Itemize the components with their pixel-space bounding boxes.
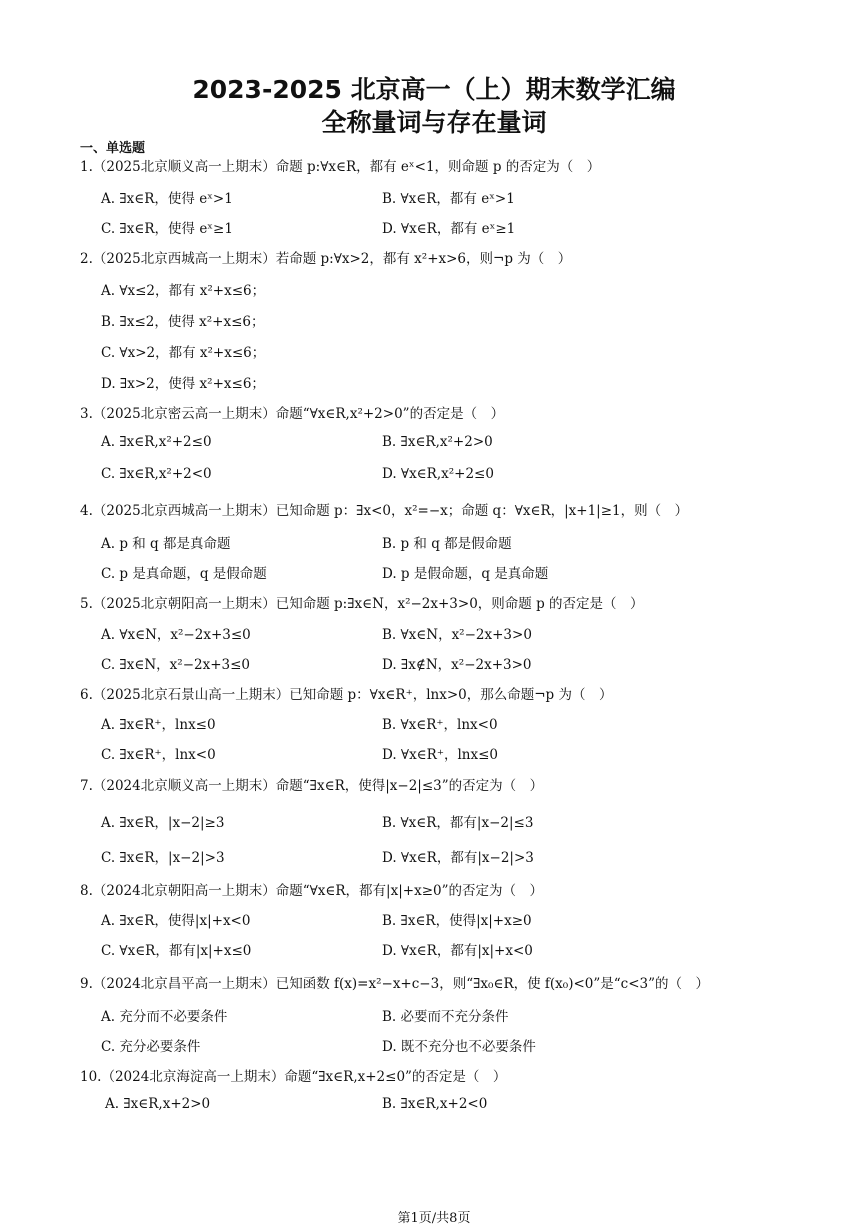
q6-option-b: B. ∀x∈R⁺，lnx<0 xyxy=(382,717,498,733)
page-number: 第1页/共8页 xyxy=(397,1211,471,1226)
question-8: 8.（2024北京朝阳高一上期末）命题“∀x∈R，都有|x|+x≥0”的否定为（ ） xyxy=(80,883,543,899)
q3-option-a: A. ∃x∈R,x²+2≤0 xyxy=(101,434,212,450)
q1-option-d: D. ∀x∈R，都有 eˣ≥1 xyxy=(382,221,516,237)
q9-option-a: A. 充分而不必要条件 xyxy=(101,1009,228,1025)
q4-option-a: A. p 和 q 都是真命题 xyxy=(101,536,231,552)
q3-option-c: C. ∃x∈R,x²+2<0 xyxy=(101,466,212,482)
q1-option-b: B. ∀x∈R，都有 eˣ>1 xyxy=(382,191,515,207)
q4-option-b: B. p 和 q 都是假命题 xyxy=(382,536,512,552)
q7-option-d: D. ∀x∈R，都有|x−2|>3 xyxy=(382,850,534,866)
page-title: 2023-2025 北京高一（上）期末数学汇编 xyxy=(192,75,676,104)
question-6: 6.（2025北京石景山高一上期末）已知命题 p：∀x∈R⁺，lnx>0，那么命题¬p 为（ ） xyxy=(80,687,613,703)
q5-option-b: B. ∀x∈N，x²−2x+3>0 xyxy=(382,627,532,643)
q5-option-c: C. ∃x∈N，x²−2x+3≤0 xyxy=(101,657,251,673)
q1-option-a: A. ∃x∈R，使得 eˣ>1 xyxy=(101,191,233,207)
q3-option-b: B. ∃x∈R,x²+2>0 xyxy=(382,434,493,450)
q7-option-c: C. ∃x∈R，|x−2|>3 xyxy=(101,850,225,866)
q2-option-a: A. ∀x≤2，都有 x²+x≤6； xyxy=(101,283,266,299)
q4-option-d: D. p 是假命题，q 是真命题 xyxy=(382,566,549,582)
q6-option-a: A. ∃x∈R⁺，lnx≤0 xyxy=(101,717,216,733)
q6-option-c: C. ∃x∈R⁺，lnx<0 xyxy=(101,747,216,763)
q8-option-b: B. ∃x∈R，使得|x|+x≥0 xyxy=(382,913,532,929)
q10-option-b: B. ∃x∈R,x+2<0 xyxy=(382,1096,488,1112)
q3-option-d: D. ∀x∈R,x²+2≤0 xyxy=(382,466,494,482)
q5-option-a: A. ∀x∈N，x²−2x+3≤0 xyxy=(101,627,251,643)
q7-option-b: B. ∀x∈R，都有|x−2|≤3 xyxy=(382,815,534,831)
q2-option-d: D. ∃x>2，使得 x²+x≤6； xyxy=(101,376,265,392)
q6-option-d: D. ∀x∈R⁺，lnx≤0 xyxy=(382,747,498,763)
q5-option-d: D. ∃x∉N，x²−2x+3>0 xyxy=(382,657,532,673)
q8-option-d: D. ∀x∈R，都有|x|+x<0 xyxy=(382,943,533,959)
question-3: 3.（2025北京密云高一上期末）命题“∀x∈R,x²+2>0”的否定是（ ） xyxy=(80,406,505,422)
question-4: 4.（2025北京西城高一上期末）已知命题 p：∃x<0，x²=−x；命题 q：∀x∈R，|x+1|≥1，则（ ） xyxy=(80,503,689,519)
question-9: 9.（2024北京昌平高一上期末）已知函数 f(x)=x²−x+c−3，则“∃x₀∈R，使 f(x₀)<0”是“c<3”的（ ） xyxy=(80,976,710,992)
q1-option-c: C. ∃x∈R，使得 eˣ≥1 xyxy=(101,221,233,237)
q2-option-c: C. ∀x>2，都有 x²+x≤6； xyxy=(101,345,266,361)
q7-option-a: A. ∃x∈R，|x−2|≥3 xyxy=(101,815,225,831)
section-heading: 一、单选题 xyxy=(80,141,146,156)
question-1: 1.（2025北京顺义高一上期末）命题 p:∀x∈R，都有 eˣ<1，则命题 p 的否定为（ ） xyxy=(80,159,601,175)
q9-option-c: C. 充分必要条件 xyxy=(101,1039,201,1055)
q2-option-b: B. ∃x≤2，使得 x²+x≤6； xyxy=(101,314,265,330)
question-2: 2.（2025北京西城高一上期末）若命题 p:∀x>2，都有 x²+x>6，则¬p 为（ ） xyxy=(80,251,572,267)
page-subtitle: 全称量词与存在量词 xyxy=(321,108,547,137)
q9-option-d: D. 既不充分也不必要条件 xyxy=(382,1039,536,1055)
q4-option-c: C. p 是真命题，q 是假命题 xyxy=(101,566,267,582)
q10-option-a: A. ∃x∈R,x+2>0 xyxy=(105,1096,211,1112)
question-7: 7.（2024北京顺义高一上期末）命题“∃x∈R，使得|x−2|≤3”的否定为（ ） xyxy=(80,778,544,794)
q8-option-a: A. ∃x∈R，使得|x|+x<0 xyxy=(101,913,251,929)
q8-option-c: C. ∀x∈R，都有|x|+x≤0 xyxy=(101,943,252,959)
q9-option-b: B. 必要而不充分条件 xyxy=(382,1009,509,1025)
question-10: 10.（2024北京海淀高一上期末）命题“∃x∈R,x+2≤0”的否定是（ ） xyxy=(80,1069,507,1085)
question-5: 5.（2025北京朝阳高一上期末）已知命题 p:∃x∈N，x²−2x+3>0，则命题 p 的否定是（ ） xyxy=(80,596,644,612)
